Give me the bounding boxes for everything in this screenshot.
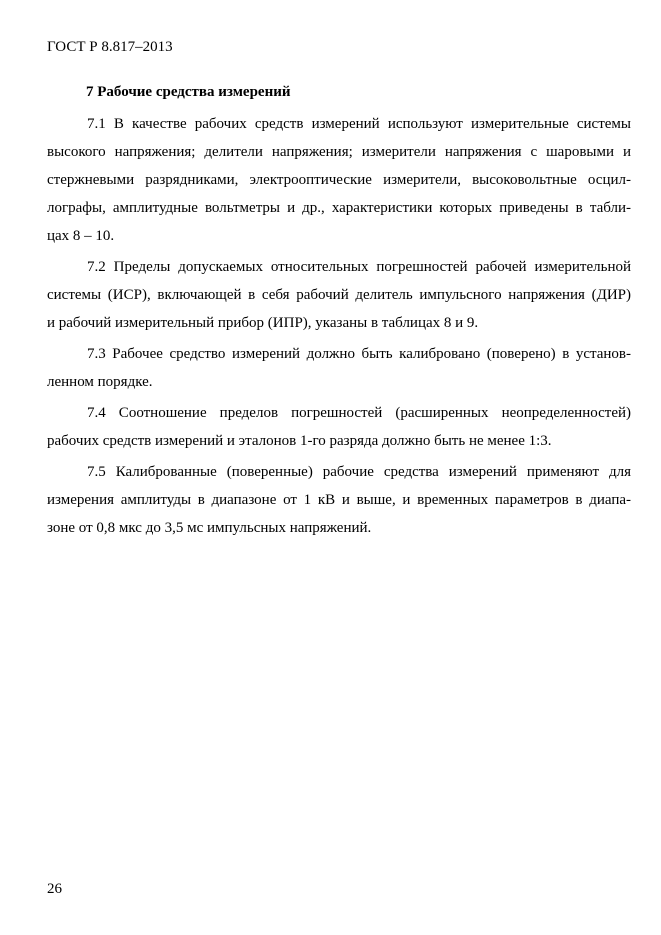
page-number: 26 (47, 881, 62, 897)
text-line: ленном порядке. (47, 374, 153, 390)
text-line: цах 8 – 10. (47, 228, 115, 244)
text-line: 7.2 Пределы допускаемых относительных погрешностей рабочей измерительной (87, 259, 631, 275)
text-line: и рабочий измерительный прибор (ИПР), указаны в таблицах 8 и 9. (47, 315, 479, 331)
paragraph-7-3 (47, 340, 631, 396)
text-line: измерения амплитуды в диапазоне от 1 кВ и выше, и временных параметров в диапа- (47, 492, 631, 508)
text-line: зоне от 0,8 мкс до 3,5 мс импульсных напряжений. (47, 520, 372, 536)
paragraph-7-5 (47, 458, 631, 542)
text-line: высокого напряжения; делители напряжения; измерители напряжения с шаровыми и (47, 144, 631, 160)
text-line: 7.1 В качестве рабочих средств измерений используют измерительные системы (87, 116, 631, 132)
paragraph-7-2 (47, 253, 631, 337)
paragraph-7-1 (47, 110, 631, 250)
text-line: 7.5 Калиброванные (поверенные) рабочие средства измерений применяют для (87, 464, 631, 480)
section-title: 7 Рабочие средства измерений (86, 84, 291, 100)
text-line: 7.4 Соотношение пределов погрешностей (расширенных неопределенностей) (87, 405, 631, 421)
text-line: 7.3 Рабочее средство измерений должно быть калибровано (поверено) в установ- (87, 346, 631, 362)
section-body (47, 110, 631, 545)
text-line: стержневыми разрядниками, электрооптические измерители, высоковольтные осцил- (47, 172, 631, 188)
paragraph-7-4 (47, 399, 631, 455)
document-code: ГОСТ Р 8.817–2013 (47, 39, 173, 55)
text-line: лографы, амплитудные вольтметры и др., характеристики которых приведены в табли- (47, 200, 631, 216)
text-line: системы (ИСР), включающей в себя рабочий делитель импульсного напряжения (ДИР) (47, 287, 631, 303)
text-line: рабочих средств измерений и эталонов 1-го разряда должно быть не менее 1:3. (47, 433, 552, 449)
